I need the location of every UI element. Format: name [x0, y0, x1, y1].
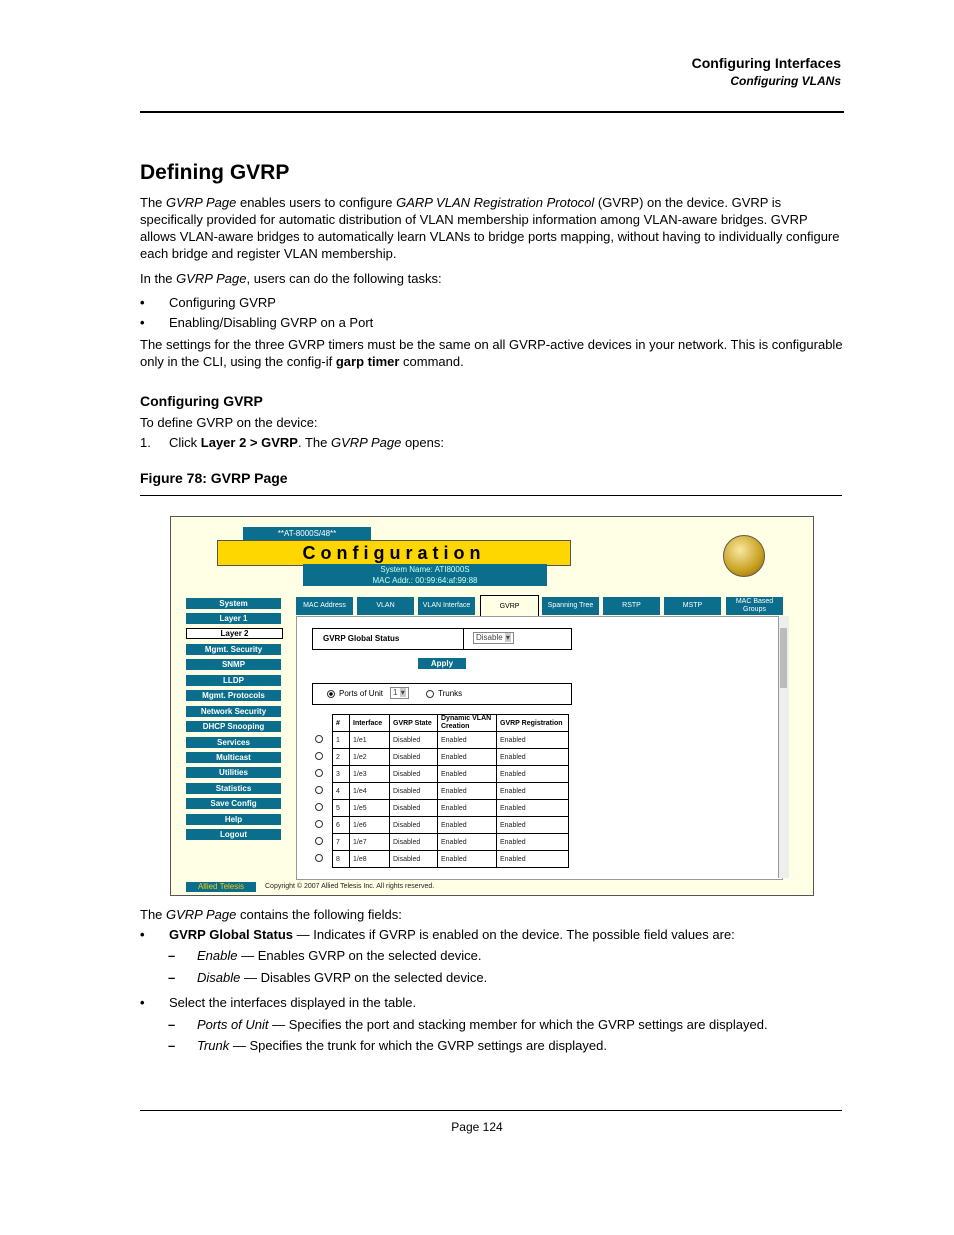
system-name: System Name: ATI8000S — [380, 565, 470, 574]
menu-statistics[interactable]: Statistics — [186, 783, 281, 794]
allied-telesis-logo: Allied Telesis — [186, 882, 256, 892]
table-cell: Enabled — [497, 851, 569, 868]
table-cell: Enabled — [438, 834, 497, 851]
footer-rule — [140, 1110, 842, 1111]
table-cell: 1/e5 — [350, 800, 390, 817]
menu-lldp[interactable]: LLDP — [186, 675, 281, 686]
tab-gvrp[interactable]: GVRP — [480, 595, 539, 617]
tab-vlan[interactable]: VLAN — [357, 597, 414, 615]
table-row — [312, 766, 569, 783]
global-status-label: GVRP Global Status — [323, 634, 400, 643]
ports-radio[interactable] — [327, 690, 335, 698]
table-row — [312, 749, 569, 766]
scrollbar[interactable] — [778, 616, 789, 878]
table-cell: 1/e1 — [350, 732, 390, 749]
table-row — [312, 817, 569, 834]
chevron-down-icon: ▾ — [400, 688, 405, 697]
table-cell: Enabled — [438, 732, 497, 749]
content-pane — [296, 616, 783, 880]
menu-layer-1[interactable]: Layer 1 — [186, 613, 281, 624]
table-cell: 1/e3 — [350, 766, 390, 783]
table-cell: Disabled — [390, 783, 438, 800]
col-gvrp-state: GVRP State — [390, 715, 438, 732]
tab-rstp[interactable]: RSTP — [603, 597, 660, 615]
device-tag: **AT-8000S/48** — [243, 527, 371, 541]
table-cell: Enabled — [497, 783, 569, 800]
table-cell: Disabled — [390, 732, 438, 749]
global-status-box — [312, 628, 572, 650]
table-cell: Disabled — [390, 834, 438, 851]
table-cell: 4 — [333, 783, 350, 800]
table-row — [312, 800, 569, 817]
table-cell: Enabled — [497, 749, 569, 766]
gvrp-page-screenshot — [170, 516, 814, 896]
row-select-radio[interactable] — [315, 820, 323, 828]
timers-paragraph: The settings for the three GVRP timers must be the same on all GVRP-active devices in your network. This is configurable only in the CLI, using the config-if garp timer command. — [140, 337, 843, 369]
table-cell: Enabled — [497, 800, 569, 817]
table-cell: Enabled — [438, 766, 497, 783]
row-select-radio[interactable] — [315, 752, 323, 760]
table-header-row — [312, 715, 569, 732]
table-cell: 8 — [333, 851, 350, 868]
col-number: # — [333, 715, 350, 732]
figure-caption: Figure 78: GVRP Page — [140, 470, 288, 486]
copyright: Copyright © 2007 Allied Telesis Inc. All rights reserved. — [265, 883, 435, 890]
row-select-radio[interactable] — [315, 735, 323, 743]
table-cell: Enabled — [497, 766, 569, 783]
tab-mac-based-groups[interactable]: MAC Based Groups — [726, 597, 783, 615]
table-cell: Enabled — [497, 732, 569, 749]
table-cell: 1/e2 — [350, 749, 390, 766]
table-cell: 1/e8 — [350, 851, 390, 868]
col-gvrp-registration: GVRP Registration — [497, 715, 569, 732]
table-cell: Disabled — [390, 851, 438, 868]
interface-selector-box — [312, 683, 572, 705]
gvrp-table — [312, 714, 569, 868]
menu-help[interactable]: Help — [186, 814, 281, 825]
menu-snmp[interactable]: SNMP — [186, 659, 281, 670]
table-cell: 6 — [333, 817, 350, 834]
col-dynamic-vlan-creation: Dynamic VLAN Creation — [438, 715, 497, 732]
fields-intro: The GVRP Page contains the following fields: — [140, 907, 402, 922]
tab-vlan-interface[interactable]: VLAN Interface — [418, 597, 475, 615]
menu-system[interactable]: System — [186, 598, 281, 609]
trunks-radio[interactable] — [426, 690, 434, 698]
table-cell: Disabled — [390, 749, 438, 766]
menu-dhcp-snooping[interactable]: DHCP Snooping — [186, 721, 281, 732]
define-line: To define GVRP on the device: — [140, 415, 318, 430]
menu-mgmt-protocols[interactable]: Mgmt. Protocols — [186, 690, 281, 701]
menu-services[interactable]: Services — [186, 737, 281, 748]
table-row — [312, 834, 569, 851]
table-cell: Enabled — [438, 851, 497, 868]
table-cell: 1 — [333, 732, 350, 749]
table-row — [312, 732, 569, 749]
global-status-select[interactable]: Disable ▾ — [473, 632, 514, 644]
step-1: 1. Click Layer 2 > GVRP. The GVRP Page opens: — [140, 435, 444, 450]
system-info — [303, 564, 547, 586]
row-select-radio[interactable] — [315, 854, 323, 862]
table-cell: Enabled — [497, 817, 569, 834]
table-cell: Disabled — [390, 817, 438, 834]
ports-of-unit-label: Ports of Unit — [339, 689, 384, 698]
table-cell: 1/e7 — [350, 834, 390, 851]
table-cell: Disabled — [390, 800, 438, 817]
scrollbar-thumb[interactable] — [780, 628, 787, 688]
figure-rule — [140, 495, 842, 496]
table-row — [312, 783, 569, 800]
table-cell: Enabled — [438, 749, 497, 766]
menu-utilities[interactable]: Utilities — [186, 767, 281, 778]
row-select-radio[interactable] — [315, 803, 323, 811]
configuration-banner: Configuration — [217, 540, 571, 566]
intro-paragraph-1: The GVRP Page enables users to configure GARP VLAN Registration Protocol (GVRP) on the device. GVRP is specifically provided for automatic distribution of VLAN membership information among VLAN-aware bridges. GVRP allows VLAN-aware bridges to automatically learn VLANs to bridge ports mapping, without having to individually configure each bridge and register VLAN membership. — [140, 195, 840, 261]
tab-mac-address[interactable]: MAC Address — [296, 597, 353, 615]
chevron-down-icon: ▾ — [505, 633, 510, 642]
table-cell: 7 — [333, 834, 350, 851]
menu-logout[interactable]: Logout — [186, 829, 281, 840]
table-cell: Enabled — [438, 817, 497, 834]
running-header-subtitle: Configuring VLANs — [730, 74, 841, 88]
menu-network-security[interactable]: Network Security — [186, 706, 281, 717]
menu-multicast[interactable]: Multicast — [186, 752, 281, 763]
table-body — [312, 732, 569, 868]
unit-select[interactable]: 1 ▾ — [390, 687, 409, 699]
table-row — [312, 851, 569, 868]
running-header-title: Configuring Interfaces — [691, 55, 841, 71]
intro-paragraph-2: In the GVRP Page, users can do the following tasks: — [140, 271, 442, 286]
globe-logo-icon — [723, 535, 765, 577]
table-cell: 1/e4 — [350, 783, 390, 800]
menu-save-config[interactable]: Save Config — [186, 798, 281, 809]
table-cell: 1/e6 — [350, 817, 390, 834]
row-select-radio[interactable] — [315, 769, 323, 777]
table-cell: Enabled — [497, 834, 569, 851]
header-rule — [140, 111, 844, 113]
col-interface: Interface — [350, 715, 390, 732]
tab-mstp[interactable]: MSTP — [664, 597, 721, 615]
table-cell: Enabled — [438, 783, 497, 800]
table-cell: Disabled — [390, 766, 438, 783]
apply-button[interactable]: Apply — [418, 658, 466, 669]
section-title: Defining GVRP — [140, 161, 290, 184]
subsection-title: Configuring GVRP — [140, 393, 263, 409]
table-cell: 5 — [333, 800, 350, 817]
tab-spanning-tree[interactable]: Spanning Tree — [542, 597, 599, 615]
trunks-label: Trunks — [438, 689, 463, 698]
row-select-radio[interactable] — [315, 786, 323, 794]
row-select-radio[interactable] — [315, 837, 323, 845]
mac-address: MAC Addr.: 00:99:64:af:99:88 — [372, 576, 478, 585]
table-cell: 3 — [333, 766, 350, 783]
table-cell: 2 — [333, 749, 350, 766]
menu-mgmt-security[interactable]: Mgmt. Security — [186, 644, 281, 655]
menu-layer-2[interactable]: Layer 2 — [186, 628, 283, 639]
page-number: Page 124 — [451, 1120, 503, 1134]
table-cell: Enabled — [438, 800, 497, 817]
